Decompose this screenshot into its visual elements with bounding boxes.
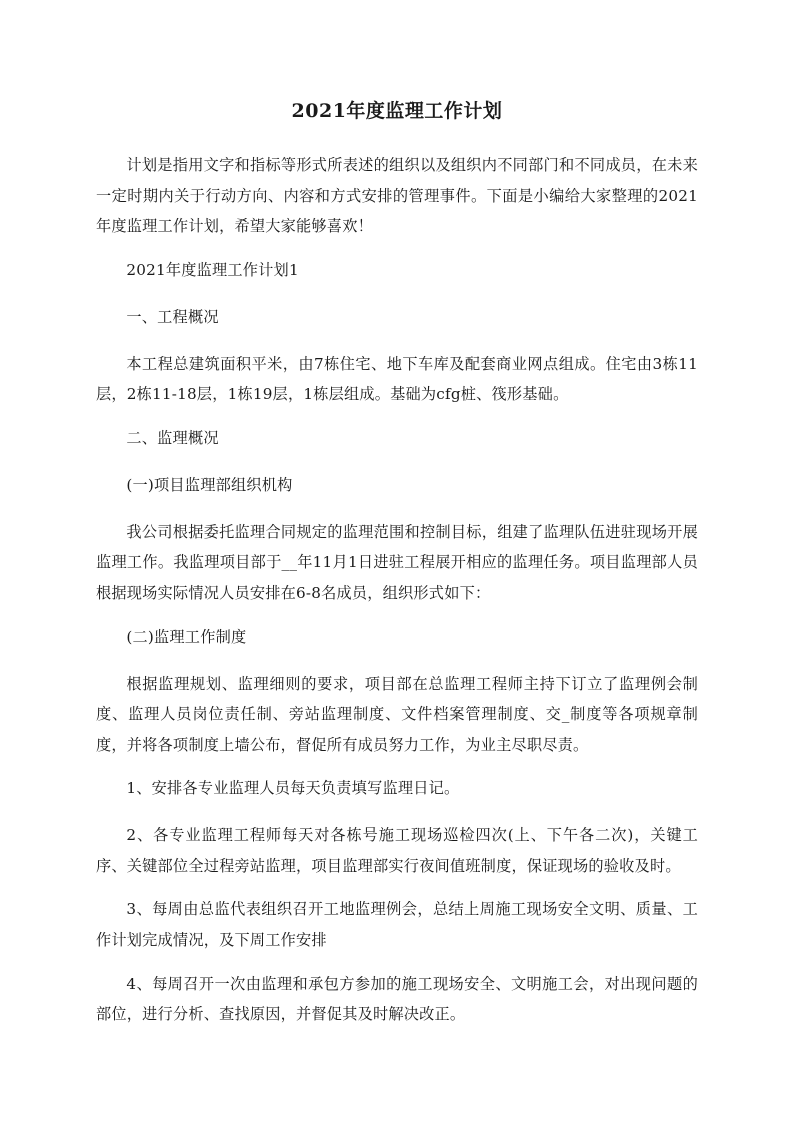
section-heading-plan-1: 2021年度监理工作计划1 — [126, 260, 299, 279]
work-system-paragraph: 根据监理规划、监理细则的要求，项目部在总监理工程师主持下订立了监理例会制度、监理人员岗位责任制、旁站监理制度、文件档案管理制度、交_制度等各项规章制度，并将各项制度上墙公布，督促所有成员努力工作，为业主尽职尽责。 — [96, 674, 698, 754]
project-overview-paragraph: 本工程总建筑面积平米，由7栋住宅、地下车库及配套商业网点组成。住宅由3栋11层，2栋11-18层，1栋19层，1栋层组成。基础为cfg桩、筏形基础。 — [96, 354, 698, 404]
list-item-1: 1、安排各专业监理人员每天负责填写监理日记。 — [126, 779, 460, 798]
list-item-2: 2、各专业监理工程师每天对各栋号施工现场巡检四次(上、下午各二次)，关键工序、关键部位全过程旁站监理，项目监理部实行夜间值班制度，保证现场的验收及时。 — [96, 826, 698, 875]
heading-supervision-overview: 二、监理概况 — [126, 428, 219, 447]
list-item-4: 4、每周召开一次由监理和承包方参加的施工现场安全、文明施工会，对出现问题的部位，进行分析、查找原因，并督促其及时解决改正。 — [96, 974, 698, 1024]
subheading-work-system: (二)监理工作制度 — [126, 627, 247, 646]
organization-paragraph: 我公司根据委托监理合同规定的监理范围和控制目标，组建了监理队伍进驻现场开展监理工作。我监理项目部于__年11月1日进驻工程展开相应的监理任务。项目监理部人员根据现场实际情况人员安排在6-8名成员，组织形式如下： — [96, 522, 698, 602]
heading-project-overview: 一、工程概况 — [126, 307, 219, 326]
subheading-organization: (一)项目监理部组织机构 — [126, 475, 293, 494]
list-item-3: 3、每周由总监代表组织召开工地监理例会，总结上周施工现场安全文明、质量、工作计划完成情况，及下周工作安排 — [96, 900, 698, 949]
document-title: 2021年度监理工作计划 — [291, 100, 503, 122]
document-body — [96, 150, 698, 1043]
intro-paragraph: 计划是指用文字和指标等形式所表述的组织以及组织内不同部门和不同成员，在未来一定时期内关于行动方向、内容和方式安排的管理事件。下面是小编给大家整理的2021年度监理工作计划，希望大家能够喜欢！ — [96, 156, 698, 235]
